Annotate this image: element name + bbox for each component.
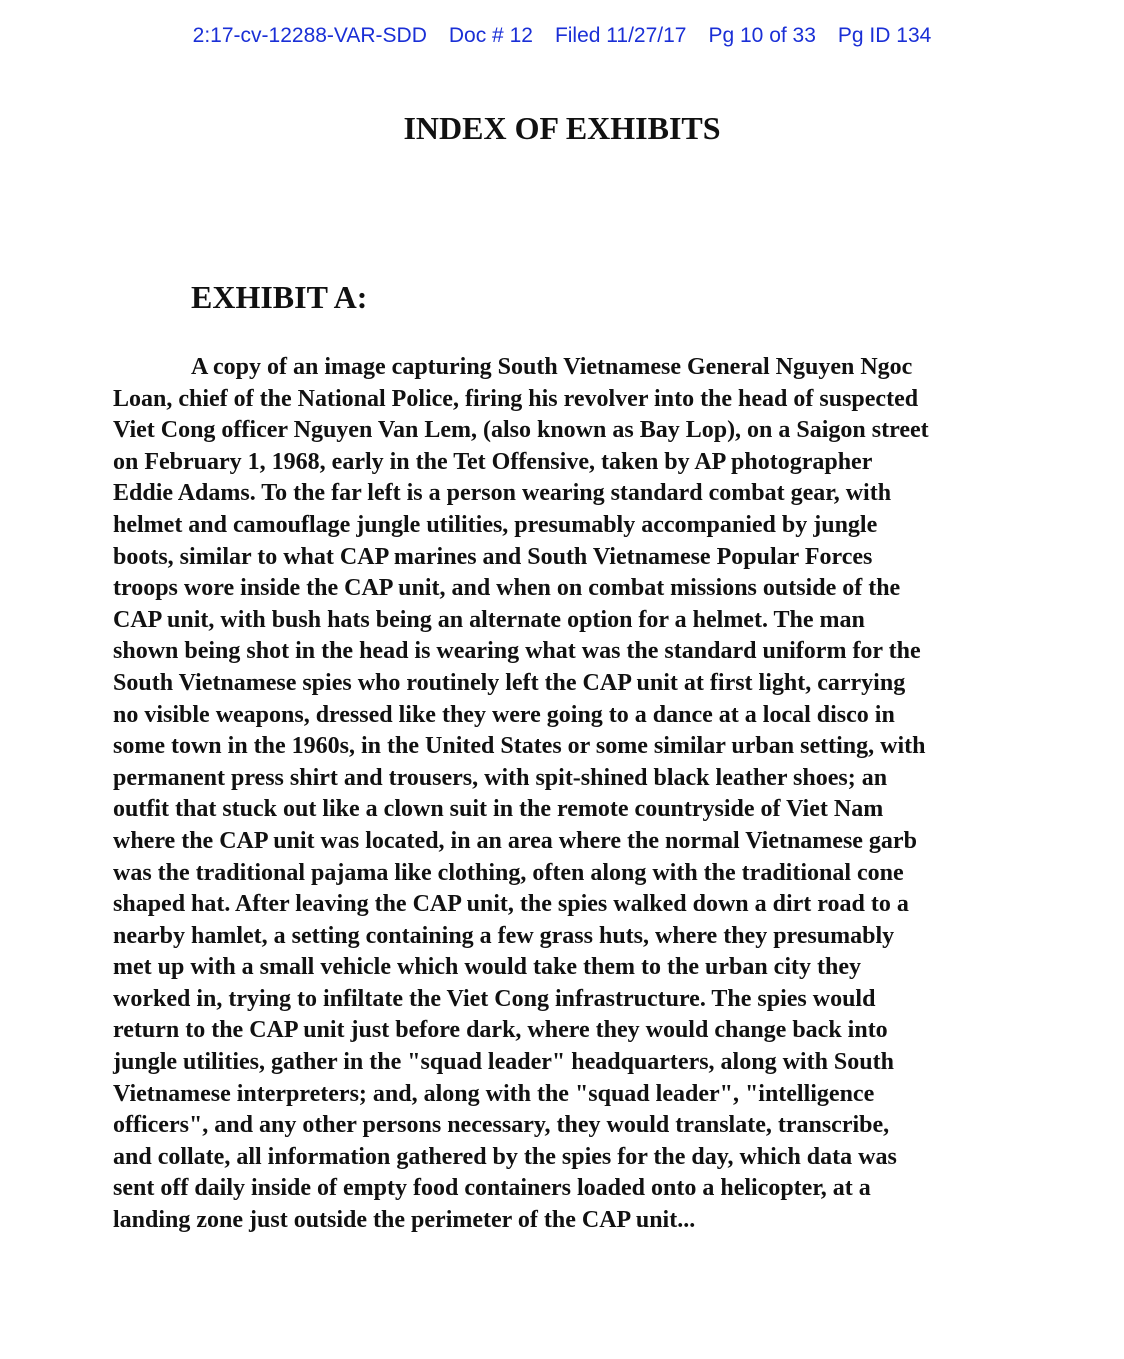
- text-line: where the CAP unit was located, in an area where the normal Vietnamese garb: [113, 827, 917, 854]
- text-line: CAP unit, with bush hats being an alternate option for a helmet. The man: [113, 606, 865, 633]
- text-line: nearby hamlet, a setting containing a few grass huts, where they presumably: [113, 922, 895, 949]
- filed-date: Filed 11/27/17: [554, 24, 687, 47]
- text-line: boots, similar to what CAP marines and South Vietnamese Popular Forces: [113, 543, 873, 570]
- text-line: no visible weapons, dressed like they were going to a dance at a local disco in: [113, 701, 895, 728]
- text-line: shown being shot in the head is wearing what was the standard uniform for the: [113, 638, 921, 665]
- text-line: landing zone just outside the perimeter of the CAP unit...: [113, 1207, 696, 1234]
- text-line: return to the CAP unit just before dark, where they would change back into: [113, 1017, 888, 1044]
- text-line: officers", and any other persons necessary, they would translate, transcribe,: [113, 1112, 890, 1139]
- text-line: on February 1, 1968, early in the Tet Offensive, taken by AP photographer: [113, 448, 873, 475]
- case-number: 2:17-cv-12288-VAR-SDD: [192, 24, 427, 47]
- text-line: worked in, trying to infiltate the Viet Cong infrastructure. The spies would: [113, 985, 876, 1012]
- text-line: jungle utilities, gather in the "squad leader" headquarters, along with South: [113, 1049, 894, 1076]
- text-line: outfit that stuck out like a clown suit in the remote countryside of Viet Nam: [113, 796, 884, 823]
- court-filing-header: [0, 24, 1124, 48]
- text-line: shaped hat. After leaving the CAP unit, the spies walked down a dirt road to a: [113, 891, 909, 918]
- text-line: troops wore inside the CAP unit, and when on combat missions outside of the: [113, 575, 901, 602]
- text-line: met up with a small vehicle which would take them to the urban city they: [113, 954, 861, 981]
- document-number: Doc # 12: [448, 24, 533, 47]
- text-line: Loan, chief of the National Police, firing his revolver into the head of suspected: [113, 385, 919, 412]
- text-line: Eddie Adams. To the far left is a person wearing standard combat gear, with: [113, 480, 892, 507]
- page-title: INDEX OF EXHIBITS: [403, 110, 721, 146]
- text-line: Vietnamese interpreters; and, along with the "squad leader", "intelligence: [113, 1080, 875, 1107]
- text-line: Viet Cong officer Nguyen Van Lem, (also known as Bay Lop), on a Saigon street: [113, 417, 929, 444]
- text-line: was the traditional pajama like clothing, often along with the traditional cone: [113, 859, 904, 886]
- exhibit-description: [113, 352, 1013, 1237]
- text-line: and collate, all information gathered by the spies for the day, which data was: [113, 1143, 897, 1170]
- text-line: some town in the 1960s, in the United States or some similar urban setting, with: [113, 733, 926, 760]
- page-number: Pg 10 of 33: [708, 24, 816, 47]
- text-line: permanent press shirt and trousers, with spit-shined black leather shoes; an: [113, 764, 888, 791]
- text-line: sent off daily inside of empty food containers loaded onto a helicopter, at a: [113, 1175, 871, 1202]
- page-id: Pg ID 134: [837, 24, 932, 47]
- text-line: A copy of an image capturing South Vietnamese General Nguyen Ngoc: [191, 354, 913, 380]
- text-line: helmet and camouflage jungle utilities, presumably accompanied by jungle: [113, 511, 878, 538]
- exhibit-heading: EXHIBIT A:: [191, 279, 368, 315]
- text-line: South Vietnamese spies who routinely left the CAP unit at first light, carrying: [113, 669, 906, 696]
